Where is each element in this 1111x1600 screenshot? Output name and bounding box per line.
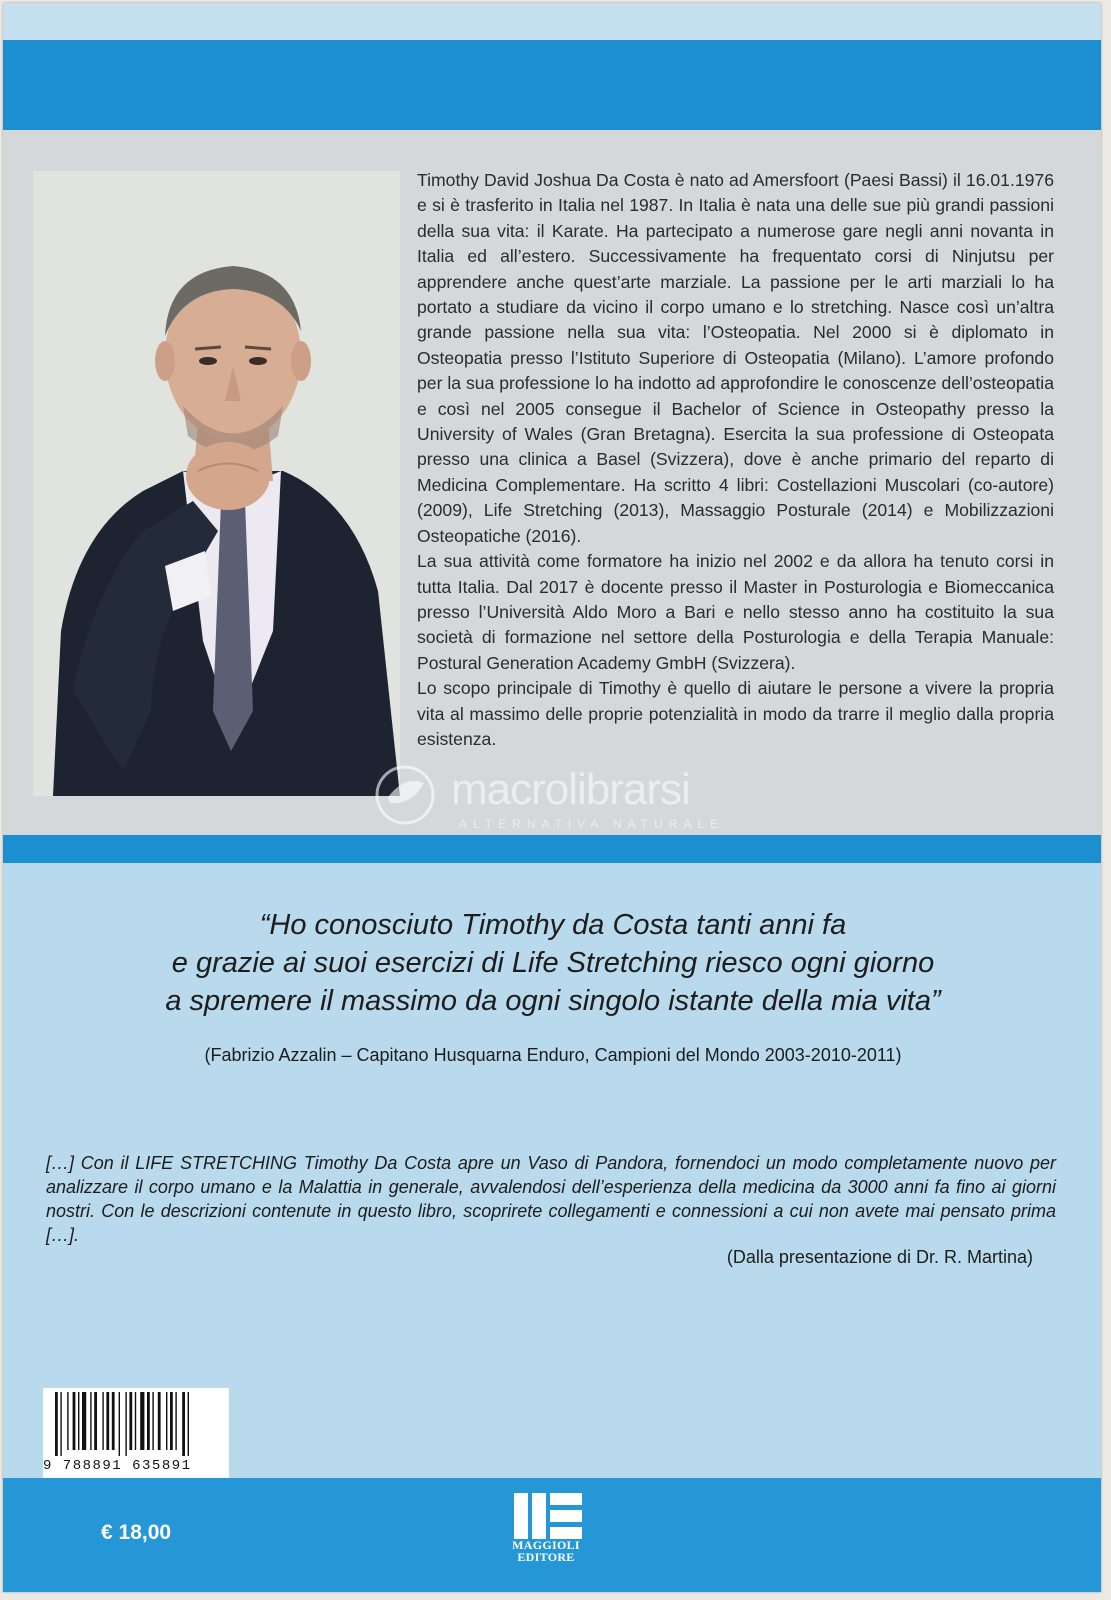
barcode-bar: [90, 1392, 91, 1450]
presentation-source: (Dalla presentazione di Dr. R. Martina): [726, 1247, 1033, 1267]
isbn-barcode: [43, 1388, 229, 1479]
bio-paragraph-2: La sua attività come formatore ha inizio nel 2002 e da allora ha tenuto corsi in tutta Italia. Dal 2017 è docente presso il Master in Posturologia e Biomeccanica presso l’Università Aldo Moro a Bari e nello stesso anno ha costituito la sua società di formazione nel settore della Posturologia e della Terapia Manuale: Postural Generation Academy GmbH (Svizzera).: [417, 551, 1054, 673]
bio-paragraph-3: Lo scopo principale di Timothy è quello di aiutare le persone a vivere la propria vita al massimo delle proprie potenzialità in modo da trarre il meglio dalla propria esistenza.: [417, 678, 1054, 749]
barcode-bar: [140, 1392, 144, 1450]
barcode-bar: [60, 1392, 61, 1456]
top-blue-band: [3, 40, 1101, 130]
barcode-bar: [55, 1392, 58, 1456]
barcode-bar: [78, 1392, 79, 1450]
barcode-bar: [102, 1392, 103, 1450]
author-biography: [417, 168, 1054, 752]
middle-blue-band: [3, 835, 1101, 863]
barcode-bar: [147, 1392, 150, 1450]
barcode-bar: [125, 1392, 126, 1456]
price-label: € 18,00: [101, 1521, 172, 1544]
barcode-bar: [170, 1392, 173, 1450]
barcode-bar: [135, 1392, 136, 1450]
barcode-icon: [43, 1388, 229, 1456]
barcode-bar: [119, 1392, 120, 1456]
barcode-bar: [106, 1392, 109, 1450]
barcode-bar: [175, 1392, 176, 1450]
quote-source: (Fabrizio Azzalin – Capitano Husquarna Enduro, Campioni del Mondo 2003-2010-2011): [204, 1045, 902, 1065]
top-light-band: [3, 3, 1101, 40]
author-photo: [33, 171, 400, 796]
author-portrait-icon: [33, 171, 400, 796]
quote-line: a spremere il massimo da ogni singolo istante della mia vita”: [165, 985, 941, 1017]
barcode-bar: [112, 1392, 115, 1450]
barcode-bar: [166, 1392, 167, 1450]
barcode-bar: [129, 1392, 132, 1450]
book-back-cover: [3, 3, 1101, 1592]
bio-paragraph-1: Timothy David Joshua Da Costa è nato ad Amersfoort (Paesi Bassi) il 16.01.1976 e si è trasferito in Italia nel 1987. In Italia è nata una delle sue più grandi passioni della sua vita: il Karate. Ha partecipato a numerose gare negli anni novanta in Italia ed all’estero. Successivamente ha frequentato corsi di Ninjutsu per apprendere anche quest’arte marziale. La passione per le arti marziali lo ha portato a studiare da vicino il corpo umano e lo stretching. Nasce così un’altra grande passione nella sua vita: l’Osteopatia. Nel 2000 si è diplomato in Osteopatia presso l’Istituto Superiore di Osteopatia (Milano). L’amore profondo per la sua professione lo ha indotto ad approfondire le conoscenze dell’osteopatia e così nel 2005 consegue il Bachelor of Science in Osteopathy presso la University of Wales (Gran Bretagna). Esercita la sua professione di Osteopata presso una clinica a Basel (Svizzera), dove è anche primario del reparto di Medicina Complementare. Ha scritto 4 libri: Costellazioni Muscolari (co-autore) (2009), Life Stretching (2013), Massaggio Posturale (2014) e Mobilizzazioni Osteopatiche (2016).: [417, 170, 1054, 546]
barcode-bar: [152, 1392, 153, 1450]
barcode-bar: [188, 1392, 189, 1456]
quote-line: e grazie ai suoi esercizi di Life Stretching riesco ogni giorno: [171, 947, 935, 979]
publisher-line-2: EDITORE: [517, 1550, 575, 1564]
barcode-bar: [94, 1392, 97, 1450]
barcode-bar: [182, 1392, 185, 1456]
barcode-bar: [82, 1392, 86, 1450]
watermark-logo: macrolibrarsi: [451, 765, 690, 814]
publisher-name: [501, 1539, 591, 1563]
publisher-line-1: MAGGIOLI: [512, 1538, 580, 1552]
presentation-excerpt: […] Con il LIFE STRETCHING Timothy Da Costa apre un Vaso di Pandora, fornendoci un modo completamente nuovo per analizzare il corpo umano e la Malattia in generale, avvalendosi dell’esperienza della medicina da 3000 anni fa fino ai giorni nostri. Con le descrizioni contenute in questo libro, scoprirete collegamenti e connessioni a cui non avete mai pensato prima […].: [46, 1153, 1056, 1245]
barcode-bar: [158, 1392, 161, 1450]
testimonial-quote: [63, 906, 1043, 1020]
barcode-bar: [73, 1392, 76, 1450]
quote-line: “Ho conosciuto Timothy da Costa tanti anni fa: [259, 909, 847, 941]
barcode-number: 9 788891 635891: [43, 1458, 192, 1474]
watermark-tagline: ALTERNATIVA NATURALE: [459, 817, 725, 831]
barcode-bar: [67, 1392, 68, 1450]
